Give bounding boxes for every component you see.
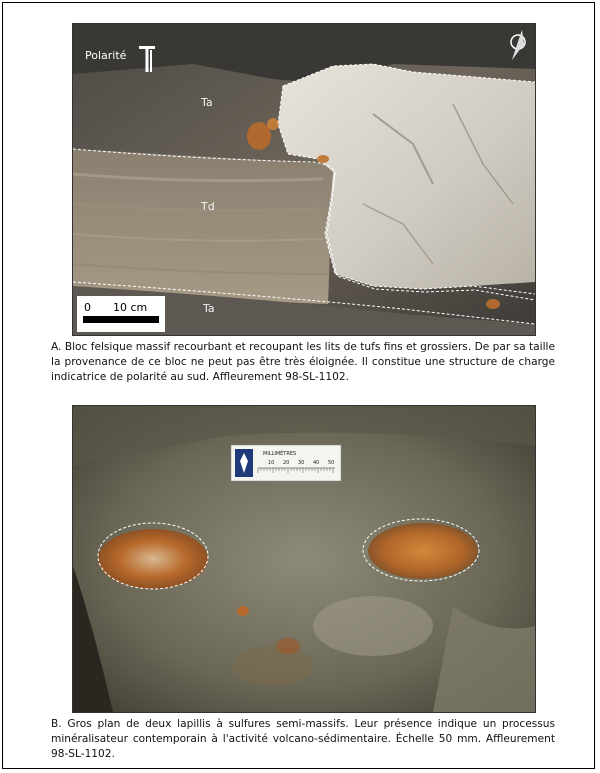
ruler-label: MILLIMÈTRES xyxy=(263,451,297,457)
scale-end-label: 10 cm xyxy=(113,301,148,314)
scale-start-label: 0 xyxy=(84,301,91,314)
unit-label-td: Td xyxy=(201,200,215,213)
polarity-label: Polarité xyxy=(85,49,127,62)
ruler-tick-50: 50 xyxy=(328,460,335,466)
caption-b: B. Gros plan de deux lapillis à sulfures semi-massifs. Leur présence indique un processus minéralisateur contemporain à l'activité volcano-sédimentaire. Échelle 50 mm. Affleurement 98-SL-1102. xyxy=(51,718,555,760)
ruler-tick-30: 30 xyxy=(298,460,305,466)
photo-b-lapilli xyxy=(72,405,536,713)
ruler-tick-10: 10 xyxy=(268,460,275,466)
ruler-tick-20: 20 xyxy=(283,460,290,466)
photo-a-outcrop xyxy=(72,23,536,336)
unit-label-ta-top: Ta xyxy=(201,96,213,109)
caption-a: A. Bloc felsique massif recourbant et recoupant les lits de tufs fins et grossiers. De par sa taille la provenance de ce bloc ne peut pas être très éloignée. Il constitue une structure de charge indicatrice de polarité au sud. Affleurement 98-SL-1102. xyxy=(51,341,555,383)
ruler-tick-40: 40 xyxy=(313,460,320,466)
scale-ruler xyxy=(231,445,341,481)
scale-bar xyxy=(77,296,165,332)
unit-label-ta-bottom: Ta xyxy=(203,302,215,315)
page-frame xyxy=(2,2,595,769)
